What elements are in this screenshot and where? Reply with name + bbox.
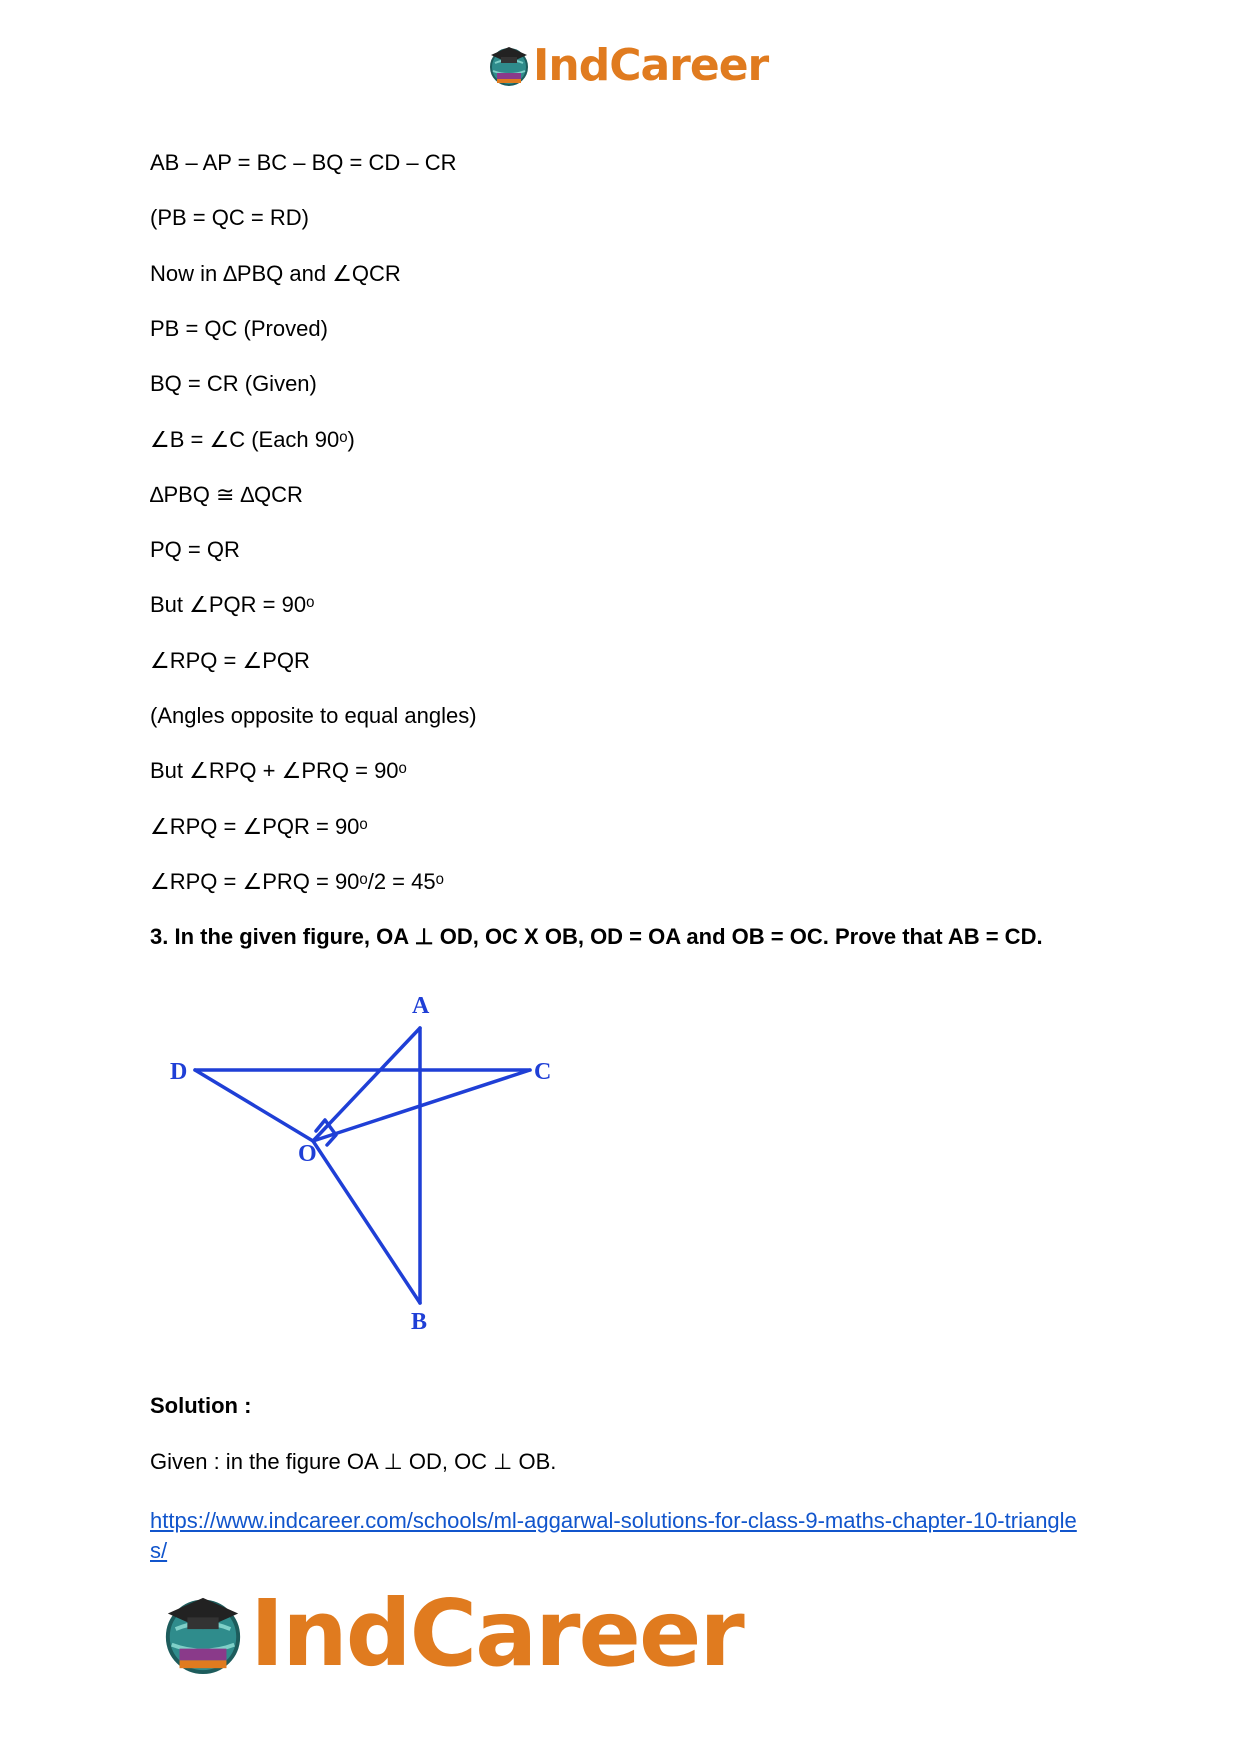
label-c: C — [534, 1059, 552, 1085]
text-line: ∠RPQ = ∠PRQ = 90ᵒ/2 = 45ᵒ — [150, 869, 444, 894]
text-line: PQ = QR — [150, 537, 240, 562]
label-d: D — [170, 1059, 188, 1085]
text-line: ∠RPQ = ∠PQR — [150, 648, 310, 673]
header-logo — [487, 40, 768, 90]
text-line: (Angles opposite to equal angles) — [150, 703, 477, 728]
text-line: Now in ∆PBQ and ∠QCR — [150, 261, 401, 286]
label-b: B — [411, 1309, 428, 1335]
segment-od — [195, 1070, 313, 1141]
text-line: ∆PBQ ≅ ∆QCR — [150, 482, 303, 507]
geometry-figure — [150, 985, 570, 1335]
header-logo-text: IndCareer — [533, 39, 769, 91]
source-link[interactable]: https://www.indcareer.com/schools/ml-aggarwal-solutions-for-class-9-maths-chapter-10-triangles/ — [150, 1508, 1077, 1563]
globe-graduation-icon — [160, 1590, 246, 1676]
label-o: O — [298, 1141, 317, 1167]
globe-graduation-icon — [487, 43, 531, 87]
text-line: AB – AP = BC – BQ = CD – CR — [150, 150, 457, 175]
text-line: PB = QC (Proved) — [150, 316, 328, 341]
footer-logo-text: IndCareer — [250, 1579, 743, 1687]
text-line: (PB = QC = RD) — [150, 205, 309, 230]
given-text: Given : in the figure OA ⊥ OD, OC ⊥ OB. — [150, 1449, 557, 1474]
question-text: 3. In the given figure, OA ⊥ OD, OC X OB, OD = OA and OB = OC. Prove that AB = CD. — [150, 924, 1043, 949]
text-line: But ∠PQR = 90ᵒ — [150, 592, 315, 617]
text-line: ∠B = ∠C (Each 90ᵒ) — [150, 427, 355, 452]
segment-ob — [313, 1141, 420, 1303]
label-a: A — [412, 993, 430, 1019]
text-line: BQ = CR (Given) — [150, 371, 317, 396]
footer-logo — [160, 1578, 743, 1688]
text-line: But ∠RPQ + ∠PRQ = 90ᵒ — [150, 758, 407, 783]
solution-heading: Solution : — [150, 1393, 252, 1418]
text-line: ∠RPQ = ∠PQR = 90ᵒ — [150, 814, 368, 839]
